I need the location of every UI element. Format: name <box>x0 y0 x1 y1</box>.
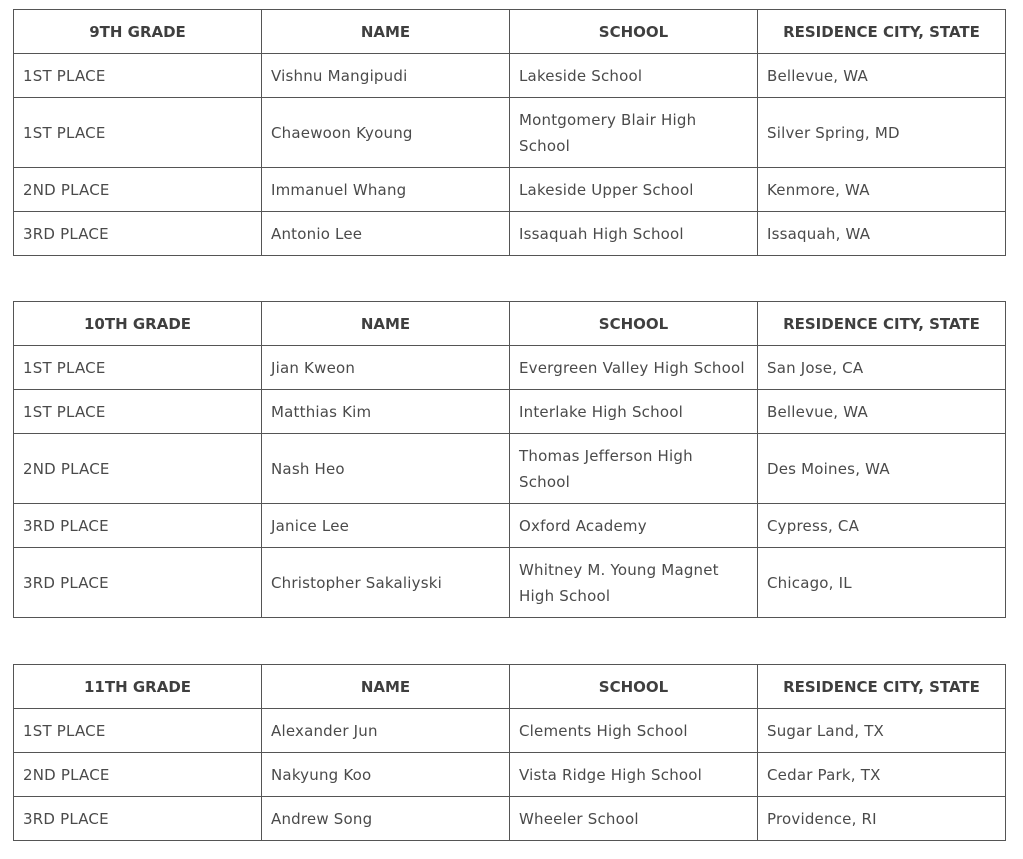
school-cell: Issaquah High School <box>510 212 758 256</box>
name-cell: Christopher Sakaliyski <box>262 548 510 618</box>
place-cell: 3RD PLACE <box>14 504 262 548</box>
grade-11-results-table <box>13 664 1006 841</box>
place-cell: 1ST PLACE <box>14 709 262 753</box>
name-cell: Alexander Jun <box>262 709 510 753</box>
table-row <box>14 434 1006 504</box>
name-cell: Matthias Kim <box>262 390 510 434</box>
residence-cell: Cedar Park, TX <box>758 753 1006 797</box>
place-cell: 1ST PLACE <box>14 390 262 434</box>
place-cell: 1ST PLACE <box>14 54 262 98</box>
school-cell: Lakeside Upper School <box>510 168 758 212</box>
residence-cell: Bellevue, WA <box>758 390 1006 434</box>
column-header-residence: RESIDENCE CITY, STATE <box>758 302 1006 346</box>
name-cell: Nakyung Koo <box>262 753 510 797</box>
place-cell: 3RD PLACE <box>14 797 262 841</box>
table-header-row <box>14 302 1006 346</box>
school-cell: Wheeler School <box>510 797 758 841</box>
school-cell: Interlake High School <box>510 390 758 434</box>
grade-9-results-table <box>13 9 1006 256</box>
school-cell: Whitney M. Young Magnet High School <box>510 548 758 618</box>
residence-cell: Cypress, CA <box>758 504 1006 548</box>
name-cell: Immanuel Whang <box>262 168 510 212</box>
name-cell: Antonio Lee <box>262 212 510 256</box>
column-header-school: SCHOOL <box>510 665 758 709</box>
column-header-name: NAME <box>262 10 510 54</box>
school-cell: Oxford Academy <box>510 504 758 548</box>
school-cell: Clements High School <box>510 709 758 753</box>
residence-cell: Silver Spring, MD <box>758 98 1006 168</box>
residence-cell: Issaquah, WA <box>758 212 1006 256</box>
table-header-row <box>14 10 1006 54</box>
residence-cell: Kenmore, WA <box>758 168 1006 212</box>
column-header-school: SCHOOL <box>510 302 758 346</box>
residence-cell: Bellevue, WA <box>758 54 1006 98</box>
column-header-grade: 11TH GRADE <box>14 665 262 709</box>
name-cell: Jian Kweon <box>262 346 510 390</box>
table-row <box>14 212 1006 256</box>
table-row <box>14 168 1006 212</box>
table-row <box>14 753 1006 797</box>
grade-10-results-table <box>13 301 1006 618</box>
place-cell: 2ND PLACE <box>14 168 262 212</box>
school-cell: Lakeside School <box>510 54 758 98</box>
table-row <box>14 54 1006 98</box>
table-row <box>14 797 1006 841</box>
name-cell: Chaewoon Kyoung <box>262 98 510 168</box>
table-row <box>14 548 1006 618</box>
table-row <box>14 709 1006 753</box>
table-row <box>14 98 1006 168</box>
school-cell: Montgomery Blair High School <box>510 98 758 168</box>
place-cell: 3RD PLACE <box>14 212 262 256</box>
residence-cell: Providence, RI <box>758 797 1006 841</box>
residence-cell: San Jose, CA <box>758 346 1006 390</box>
school-cell: Evergreen Valley High School <box>510 346 758 390</box>
name-cell: Janice Lee <box>262 504 510 548</box>
name-cell: Vishnu Mangipudi <box>262 54 510 98</box>
residence-cell: Des Moines, WA <box>758 434 1006 504</box>
place-cell: 3RD PLACE <box>14 548 262 618</box>
column-header-residence: RESIDENCE CITY, STATE <box>758 10 1006 54</box>
place-cell: 1ST PLACE <box>14 98 262 168</box>
residence-cell: Chicago, IL <box>758 548 1006 618</box>
residence-cell: Sugar Land, TX <box>758 709 1006 753</box>
place-cell: 2ND PLACE <box>14 434 262 504</box>
place-cell: 1ST PLACE <box>14 346 262 390</box>
school-cell: Thomas Jefferson High School <box>510 434 758 504</box>
column-header-grade: 10TH GRADE <box>14 302 262 346</box>
table-row <box>14 390 1006 434</box>
place-cell: 2ND PLACE <box>14 753 262 797</box>
table-row <box>14 346 1006 390</box>
column-header-name: NAME <box>262 302 510 346</box>
column-header-name: NAME <box>262 665 510 709</box>
name-cell: Nash Heo <box>262 434 510 504</box>
column-header-school: SCHOOL <box>510 10 758 54</box>
table-header-row <box>14 665 1006 709</box>
name-cell: Andrew Song <box>262 797 510 841</box>
table-row <box>14 504 1006 548</box>
school-cell: Vista Ridge High School <box>510 753 758 797</box>
column-header-residence: RESIDENCE CITY, STATE <box>758 665 1006 709</box>
column-header-grade: 9TH GRADE <box>14 10 262 54</box>
